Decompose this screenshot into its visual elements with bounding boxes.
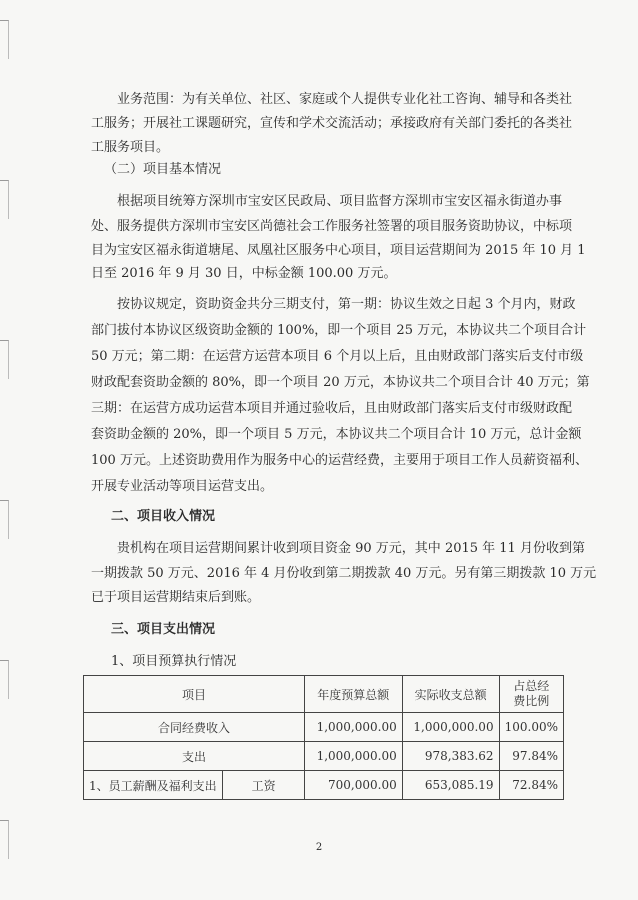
page-number: 2: [315, 842, 323, 853]
text-line: 部门拔付本协议区级资助金额的 100%，即一个项目 25 万元，本协议共二个项目合计: [91, 323, 587, 338]
table-row: [84, 742, 564, 771]
cell-ratio: 72.84%: [499, 771, 563, 800]
text-line: 三期：在运营方成功运营本项目并通过验收后，且由财政部门落实后支付市级财政配: [91, 401, 573, 416]
table-header-row: [84, 676, 564, 713]
scan-edge-mark: [0, 820, 9, 859]
cell-ratio: 97.84%: [499, 742, 563, 771]
text-line: 已于项目运营期结束后到账。: [91, 590, 261, 605]
text-line: 工服务项目。: [91, 140, 170, 155]
header-actual: 实际收支总额: [402, 676, 499, 713]
scan-edge-mark: [0, 340, 9, 379]
text-line: 开展专业活动等项目运营支出。: [91, 479, 274, 494]
heading-expenditure: 三、项目支出情况: [111, 622, 216, 637]
text-line: 100 万元。上述资助费用作为服务中心的运营经费，主要用于项目工作人员薪资福利、: [91, 453, 588, 468]
scan-edge-mark: [0, 660, 9, 699]
cell-actual: 653,085.19: [402, 771, 499, 800]
text-line: 日至 2016 年 9 月 30 日，中标金额 100.00 万元。: [91, 266, 397, 281]
text-line: 目为宝安区福永街道塘尾、凤凰社区服务中心项目，项目运营期间为 2015 年 10 月 1: [91, 243, 586, 258]
table-row: [84, 771, 564, 800]
text-line: 贵机构在项目运营期间累计收到项目资金 90 万元，其中 2015 年 11 月份收到第: [117, 541, 585, 556]
text-line: 财政配套资助金额的 80%，即一个项目 20 万元，本协议共二个项目合计 40 万元；第: [91, 375, 590, 390]
cell-budget: 1,000,000.00: [304, 742, 402, 771]
cell-item: 支出: [84, 742, 305, 771]
header-budget: 年度预算总额: [304, 676, 402, 713]
cell-budget: 1,000,000.00: [304, 713, 402, 742]
text-line: 工服务；开展社工课题研究，宣传和学术交流活动；承接政府有关部门委托的各类社: [91, 116, 573, 131]
cell-ratio: 100.00%: [499, 713, 563, 742]
header-item: 项目: [84, 676, 305, 713]
cell-subitem: 工资: [223, 771, 305, 800]
heading-income: 二、项目收入情况: [111, 509, 216, 524]
table-row: [84, 713, 564, 742]
text-line: 按协议规定，资助资金共分三期支付，第一期：协议生效之日起 3 个月内，财政: [117, 297, 576, 312]
text-line: 根据项目统筹方深圳市宝安区民政局、项目监督方深圳市宝安区福永街道办事: [117, 194, 562, 209]
scan-edge-mark: [0, 180, 9, 219]
cell-item: 合同经费收入: [84, 713, 305, 742]
text-line: 50 万元；第二期：在运营方运营本项目 6 个月以上后，且由财政部门落实后支付市级: [91, 349, 584, 364]
header-ratio: 占总经费比例: [499, 676, 563, 713]
scan-edge-mark: [0, 500, 9, 539]
subheading-budget-execution: 1、项目预算执行情况: [111, 654, 237, 669]
cell-item: 1、员工薪酬及福利支出: [84, 771, 223, 800]
text-line: 处、服务提供方深圳市宝安区尚德社会工作服务社签署的项目服务资助协议，中标项: [91, 219, 573, 234]
text-line: 套资助金额的 20%，即一个项目 5 万元，本协议共二个项目合计 10 万元，总计金额: [91, 427, 582, 442]
budget-table: [83, 675, 564, 800]
subheading-project-basics: （二）项目基本情况: [104, 162, 222, 177]
scan-edge-mark: [0, 20, 9, 59]
cell-actual: 1,000,000.00: [402, 713, 499, 742]
cell-budget: 700,000.00: [304, 771, 402, 800]
text-line: 一期拨款 50 万元、2016 年 4 月份收到第二期拨款 40 万元。另有第三期拨款 10 万元: [91, 566, 597, 581]
cell-actual: 978,383.62: [402, 742, 499, 771]
text-line: 业务范围：为有关单位、社区、家庭或个人提供专业化社工咨询、辅导和各类社: [117, 92, 573, 107]
